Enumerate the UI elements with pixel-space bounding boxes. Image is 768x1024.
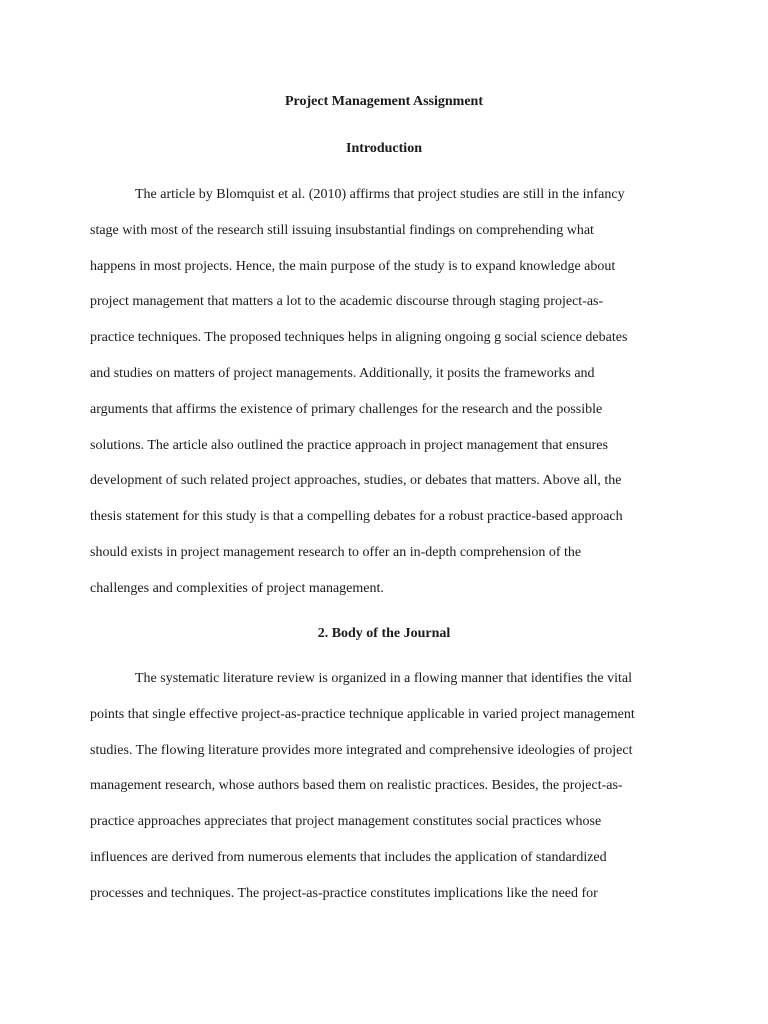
paragraph-line: points that single effective project-as-practice technique applicable in varied project management	[90, 706, 635, 722]
document-title: Project Management Assignment	[284, 94, 484, 109]
introduction-paragraph	[90, 177, 680, 607]
paragraph-line: challenges and complexities of project management.	[90, 580, 384, 596]
section-heading-introduction: Introduction	[346, 141, 422, 156]
paragraph-line: management research, whose authors based them on realistic practices. Besides, the project-as-	[90, 778, 623, 794]
paragraph-line: project management that matters a lot to the academic discourse through staging project-as-	[90, 294, 604, 310]
paragraph-line: should exists in project management research to offer an in-depth comprehension of the	[90, 544, 582, 560]
body-paragraph	[90, 661, 680, 912]
paragraph-line: studies. The flowing literature provides more integrated and comprehensive ideologies of project	[90, 742, 633, 758]
section-heading-body-of-journal: 2. Body of the Journal	[317, 626, 451, 641]
paragraph-line: happens in most projects. Hence, the main purpose of the study is to expand knowledge about	[90, 258, 616, 274]
paragraph-line: development of such related project approaches, studies, or debates that matters. Above all, the	[90, 473, 622, 489]
paragraph-line: The article by Blomquist et al. (2010) affirms that project studies are still in the infancy	[135, 187, 625, 202]
paragraph-line: stage with most of the research still issuing insubstantial findings on comprehending what	[90, 222, 594, 238]
paragraph-line: processes and techniques. The project-as-practice constitutes implications like the need for	[90, 885, 598, 901]
paragraph-line: practice approaches appreciates that project management constitutes social practices whose	[90, 814, 602, 830]
paragraph-line: thesis statement for this study is that a compelling debates for a robust practice-based approach	[90, 509, 623, 525]
paragraph-line: influences are derived from numerous elements that includes the application of standardized	[90, 849, 607, 865]
paragraph-line: and studies on matters of project managements. Additionally, it posits the frameworks and	[90, 365, 595, 381]
paragraph-line: solutions. The article also outlined the practice approach in project management that ensures	[90, 437, 608, 453]
paragraph-line: practice techniques. The proposed techniques helps in aligning ongoing g social science debates	[90, 330, 628, 346]
paragraph-line: arguments that affirms the existence of primary challenges for the research and the possible	[90, 401, 603, 417]
paragraph-line: The systematic literature review is organized in a flowing manner that identifies the vital	[135, 671, 632, 686]
